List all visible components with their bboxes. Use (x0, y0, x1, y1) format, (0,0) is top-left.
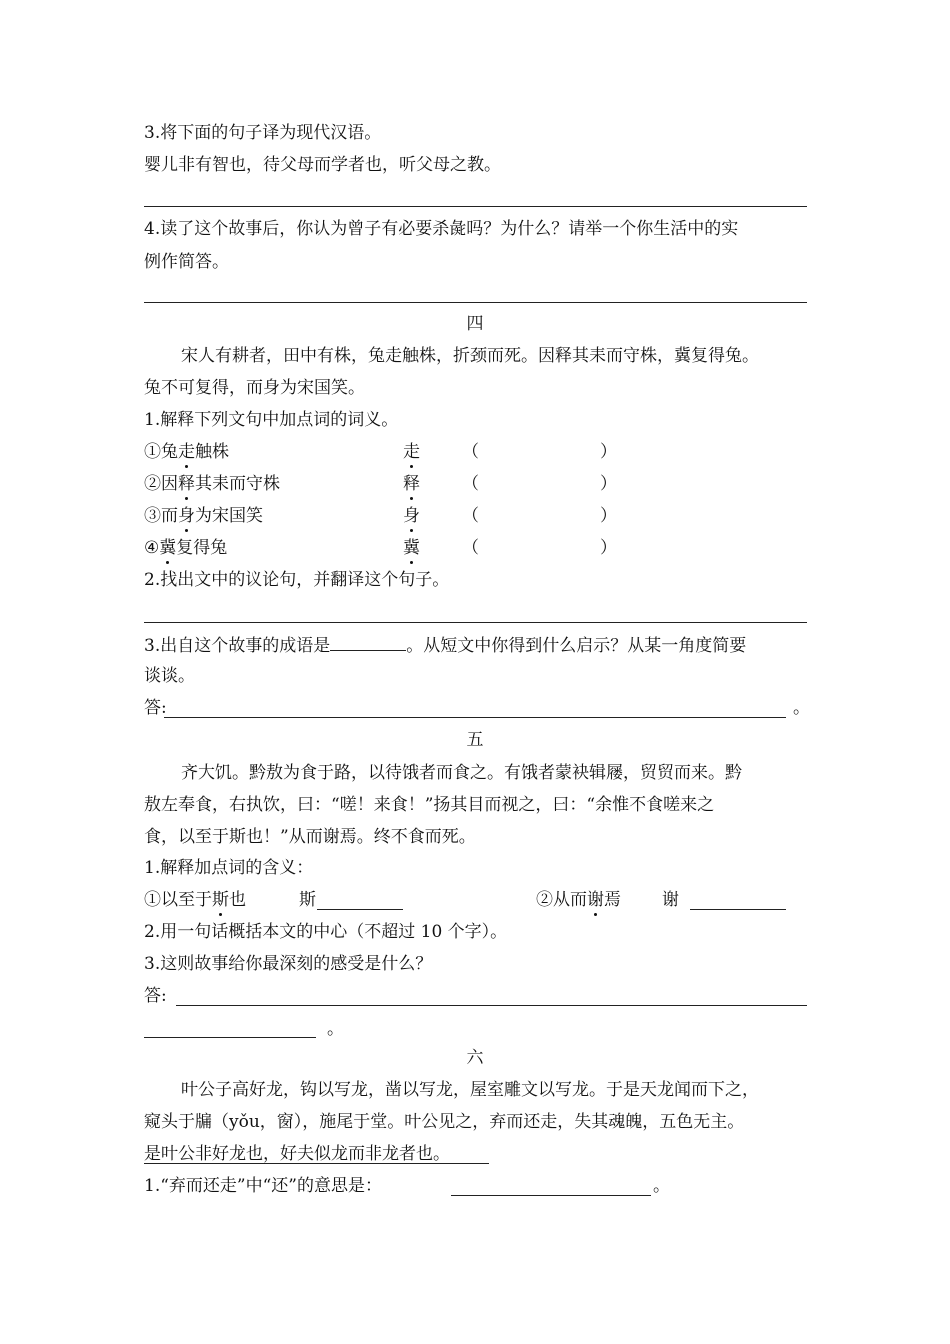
word-label: 谢 (662, 890, 679, 910)
passage-line: 兔不可复得，而身为宋国笑。 (144, 378, 365, 398)
question-3-text-cont: 。从短文中你得到什么启示？从某一角度简要 (406, 636, 747, 656)
item-text: 其耒而守株 (195, 474, 280, 494)
answer-line[interactable] (144, 302, 807, 303)
q4-opinion-line1: 4.读了这个故事后，你认为曾子有必要杀彘吗？为什么？请举一个你生活中的实 (144, 219, 739, 239)
dotted-word: 释 (178, 474, 195, 494)
underline (144, 1163, 489, 1164)
word-label (403, 537, 420, 559)
answer-space[interactable] (482, 473, 602, 495)
paren-open: （ (462, 506, 479, 526)
paren-close: ） (600, 474, 617, 494)
item-text: ②从而 (536, 890, 587, 910)
q3-translate-prompt: 3.将下面的句子译为现代汉语。 (144, 123, 382, 143)
item-text: 焉 (604, 890, 621, 910)
dotted-word: 斯 (212, 890, 229, 910)
answer-blank[interactable] (690, 909, 786, 910)
dotted-word: 身 (403, 506, 420, 526)
dotted-word: 冀 (403, 538, 420, 558)
paren-open: （ (462, 442, 479, 462)
passage-line: 食，以至于斯也！”从而谢焉。终不食而死。 (144, 827, 476, 847)
question-1: 1.“弃而还走”中“还”的意思是： (144, 1176, 382, 1196)
answer-line[interactable] (176, 1005, 807, 1006)
answer-space[interactable] (482, 441, 602, 463)
question-2: 2.找出文中的议论句，并翻译这个句子。 (144, 570, 450, 590)
answer-end: 。 (327, 1019, 344, 1039)
item-text: ①以至于 (144, 890, 212, 910)
word-item (144, 537, 227, 559)
word-item-2 (536, 889, 621, 911)
answer-space[interactable] (482, 505, 602, 527)
answer-label: 答: (144, 986, 167, 1006)
question-1: 1.解释加点词的含义： (144, 858, 314, 878)
dotted-word: 冀 (159, 538, 177, 558)
answer-line[interactable] (144, 1037, 316, 1038)
passage-line: 敖左奉食，右执饮，曰：“嗟！来食！”扬其目而视之，曰：“余惟不食嗟来之 (144, 795, 715, 815)
passage-line: 窥头于牖（yǒu，窗），施尾于堂。叶公见之，弃而还走，失其魂魄，五色无主。 (144, 1112, 745, 1132)
item-text: 触株 (195, 442, 229, 462)
dotted-word: 走 (403, 442, 420, 462)
item-text: ①兔 (144, 442, 178, 462)
section-heading-6: 六 (466, 1048, 484, 1068)
word-label (403, 473, 420, 495)
answer-line[interactable] (144, 206, 807, 207)
section-heading-4: 四 (466, 314, 484, 334)
word-label: 斯 (299, 890, 316, 910)
idiom-blank[interactable] (330, 633, 406, 651)
dotted-word: 释 (403, 474, 420, 494)
paren-open: （ (462, 538, 479, 558)
passage-line: 宋人有耕者，田中有株，兔走触株，折颈而死。因释其耒而守株，冀复得兔。 (181, 346, 759, 366)
paren-open: （ (462, 474, 479, 494)
dotted-word: 身 (178, 506, 195, 526)
answer-space[interactable] (482, 537, 602, 559)
answer-end: 。 (653, 1176, 670, 1196)
question-1: 1.解释下列文句中加点词的词义。 (144, 410, 399, 430)
passage-line: 齐大饥。黔敖为食于路，以待饿者而食之。有饿者蒙袂辑屦，贸贸而来。黔 (181, 763, 742, 783)
paren-close: ） (600, 442, 617, 462)
word-item (144, 441, 229, 463)
dotted-word: 谢 (587, 890, 604, 910)
item-text: ④ (144, 538, 160, 558)
section-heading-5: 五 (466, 730, 484, 750)
item-text: ③而 (144, 506, 178, 526)
answer-end: 。 (793, 698, 810, 718)
item-text: 为宋国笑 (195, 506, 263, 526)
word-item (144, 473, 280, 495)
word-label (403, 505, 420, 527)
answer-line[interactable] (164, 717, 786, 718)
paren-close: ） (600, 506, 617, 526)
question-3 (144, 633, 746, 657)
q4-opinion-line2: 例作简答。 (144, 252, 229, 272)
dotted-word: 走 (178, 442, 195, 462)
answer-blank[interactable] (451, 1195, 651, 1196)
question-3: 3.这则故事给你最深刻的感受是什么？ (144, 954, 433, 974)
question-2: 2.用一句话概括本文的中心（不超过 10 个字）。 (144, 922, 508, 942)
answer-blank[interactable] (317, 909, 403, 910)
passage-line-underlined: 是叶公非好龙也，好夫似龙而非龙者也。 (144, 1144, 450, 1164)
word-item-1 (144, 889, 246, 911)
q3-translate-sentence: 婴儿非有智也，待父母而学者也，听父母之教。 (144, 155, 501, 175)
paren-close: ） (600, 538, 617, 558)
word-item (144, 505, 263, 527)
passage-line: 叶公子高好龙，钩以写龙，凿以写龙，屋室雕文以写龙。于是天龙闻而下之， (181, 1080, 759, 1100)
question-3-text: 3.出自这个故事的成语是 (144, 636, 331, 656)
item-text: ②因 (144, 474, 178, 494)
word-label (403, 441, 420, 463)
answer-label: 答: (144, 698, 167, 718)
item-text: 复得兔 (176, 538, 228, 558)
question-3-line2: 谈谈。 (144, 666, 195, 686)
answer-line[interactable] (144, 622, 807, 623)
item-text: 也 (229, 890, 246, 910)
